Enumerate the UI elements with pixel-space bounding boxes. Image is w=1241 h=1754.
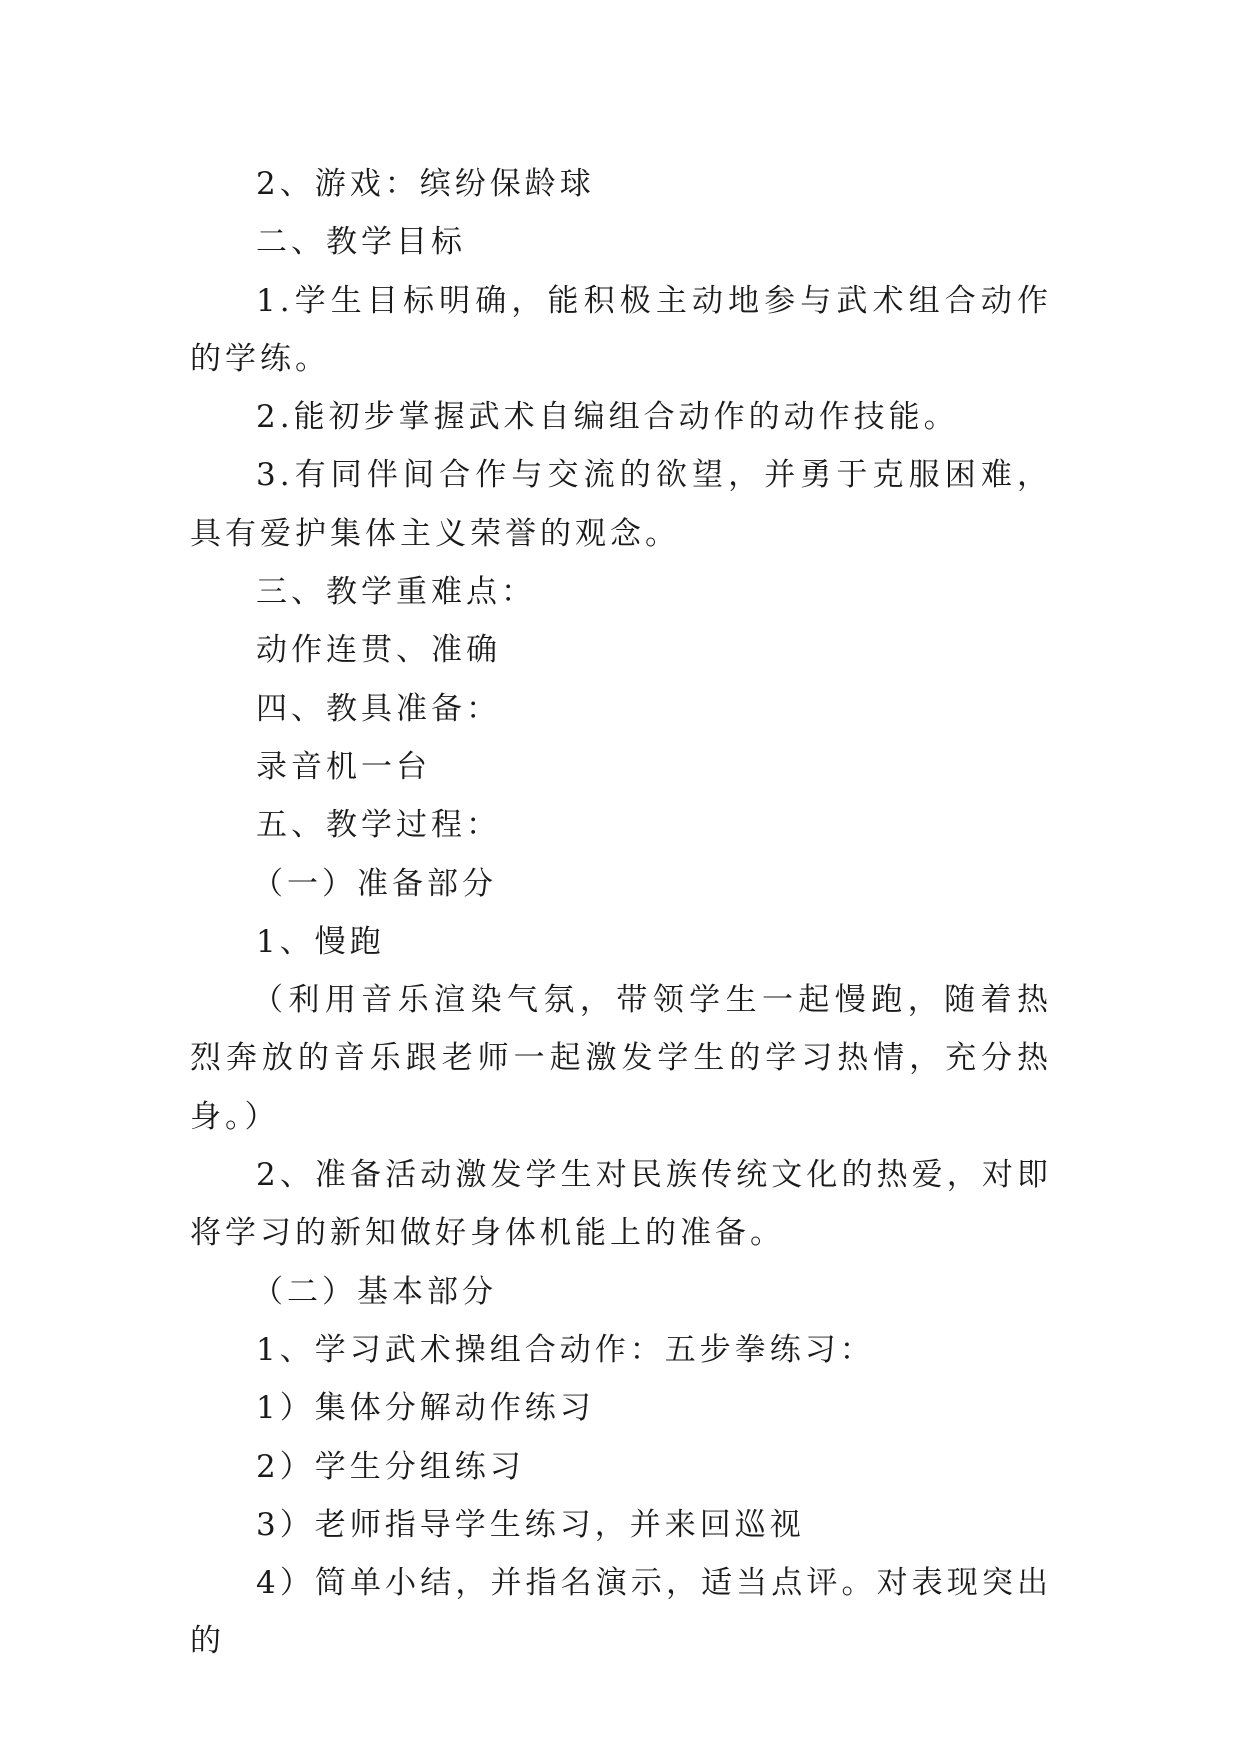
- paragraph-goal-3: 3.有同伴间合作与交流的欲望，并勇于克服困难，具有爱护集体主义荣誉的观念。: [190, 457, 1052, 552]
- list-item-step-2: 2）学生分组练习: [256, 1448, 525, 1485]
- paragraph-jogging: 1、慢跑: [256, 923, 385, 960]
- subheading-basic-part: （二）基本部分: [252, 1273, 497, 1310]
- paragraph-jogging-note: （利用音乐渲染气氛，带领学生一起慢跑，随着热烈奔放的音乐跟老师一起激发学生的学习热情，充分热身。）: [190, 982, 1052, 1135]
- paragraph-goal-2: 2.能初步掌握武术自编组合动作的动作技能。: [256, 399, 959, 436]
- document-body: [190, 155, 1052, 1671]
- heading-teaching-process: 五、教学过程：: [256, 807, 501, 844]
- heading-teaching-aids: 四、教具准备：: [256, 690, 501, 727]
- list-item-step-4: 4）简单小结，并指名演示，适当点评。对表现突出的: [190, 1565, 1052, 1660]
- list-item-step-3: 3）老师指导学生练习，并来回巡视: [256, 1506, 805, 1543]
- list-item-step-1: 1）集体分解动作练习: [256, 1390, 595, 1427]
- paragraph-game: 2、游戏：缤纷保龄球: [256, 166, 595, 202]
- subheading-preparation: （一）准备部分: [252, 865, 497, 902]
- paragraph-key-points: 动作连贯、准确: [256, 632, 501, 669]
- paragraph-goal-1: 1.学生目标明确，能积极主动地参与武术组合动作的学练。: [190, 282, 1052, 377]
- paragraph-teaching-aids: 录音机一台: [256, 748, 431, 785]
- paragraph-warmup: 2、准备活动激发学生对民族传统文化的热爱，对即将学习的新知做好身体机能上的准备。: [190, 1157, 1052, 1252]
- heading-key-points: 三、教学重难点：: [256, 574, 536, 611]
- heading-teaching-goals: 二、教学目标: [256, 224, 466, 261]
- paragraph-wushu-combo: 1、学习武术操组合动作：五步拳练习：: [256, 1331, 875, 1368]
